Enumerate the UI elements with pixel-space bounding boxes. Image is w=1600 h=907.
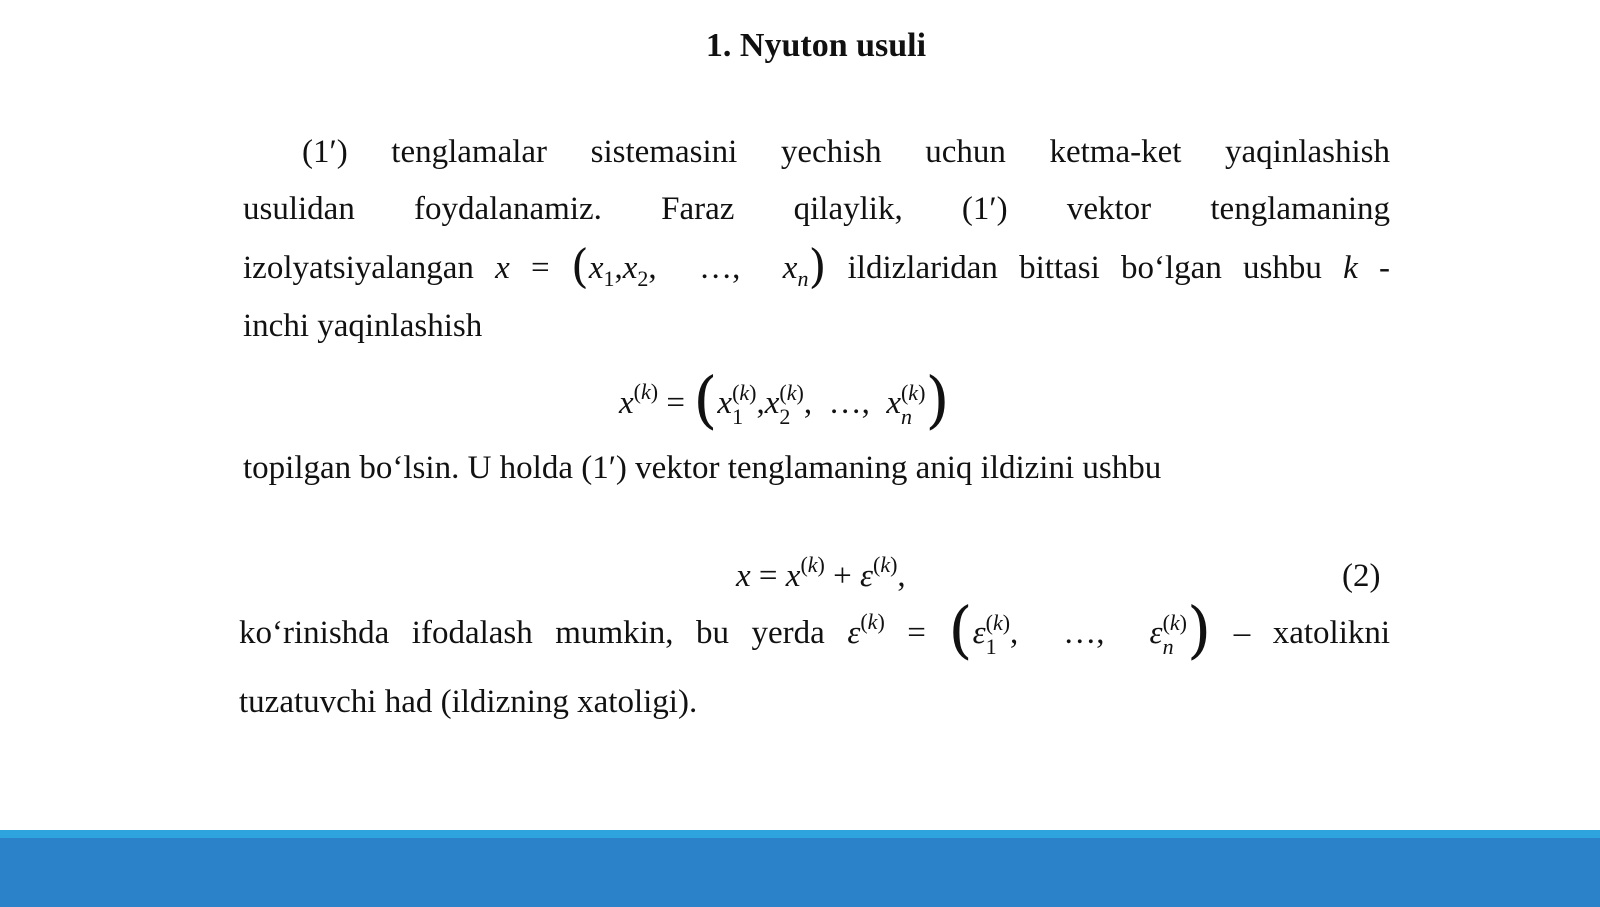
paragraph-1-line-1: (1′) tenglamalar sistemasini yechish uchun ketma-ket yaqinlashish bbox=[302, 134, 1390, 170]
variable-k: k bbox=[1343, 250, 1358, 286]
text-korinishda: ko‘rinishda ifodalash mumkin, bu yerda bbox=[239, 615, 825, 651]
paragraph-1-line-2: usulidan foydalanamiz. Faraz qilaylik, (1′) vektor tenglamaning bbox=[243, 191, 1390, 227]
inline-formula-epsilon-vector: $\varepsilon^{(k)} = (\varepsilon$ (k) 1 , …, ε (k) n ) bbox=[847, 593, 1212, 666]
equation-number: (2) bbox=[1342, 558, 1381, 594]
paragraph-1-line-4: inchi yaqinlashish bbox=[243, 308, 483, 344]
text-xatolikni: – xatolikni bbox=[1233, 615, 1391, 651]
text-izolyatsiyalangan: izolyatsiyalangan bbox=[243, 250, 474, 286]
formula-x-k-approximation: $x^{(k)} = (x$ (k) 1 ,x (k) 2 , …, x (k) n ) bbox=[619, 363, 950, 436]
footer-bar bbox=[0, 830, 1600, 907]
paragraph-1-line-3 bbox=[243, 239, 1391, 293]
paragraph-2: topilgan bo‘lsin. U holda (1′) vektor tenglamaning aniq ildizini ushbu bbox=[243, 450, 1162, 486]
text-dash: - bbox=[1379, 250, 1391, 286]
formula-2-exact-root: $x = x^{(k)} + \varepsilon^{(k)}$, bbox=[736, 552, 906, 594]
inline-formula-x-vector: $x = (x_1,x_2$, …, $x_n$) bbox=[495, 239, 827, 293]
paragraph-3-line-1 bbox=[239, 593, 1391, 666]
paragraph-3-line-2: tuzatuvchi had (ildizning xatoligi). bbox=[239, 684, 698, 720]
text-ildizlaridan: ildizlaridan bittasi bo‘lgan ushbu bbox=[847, 250, 1322, 286]
slide-title: 1. Nyuton usuli bbox=[705, 27, 927, 64]
